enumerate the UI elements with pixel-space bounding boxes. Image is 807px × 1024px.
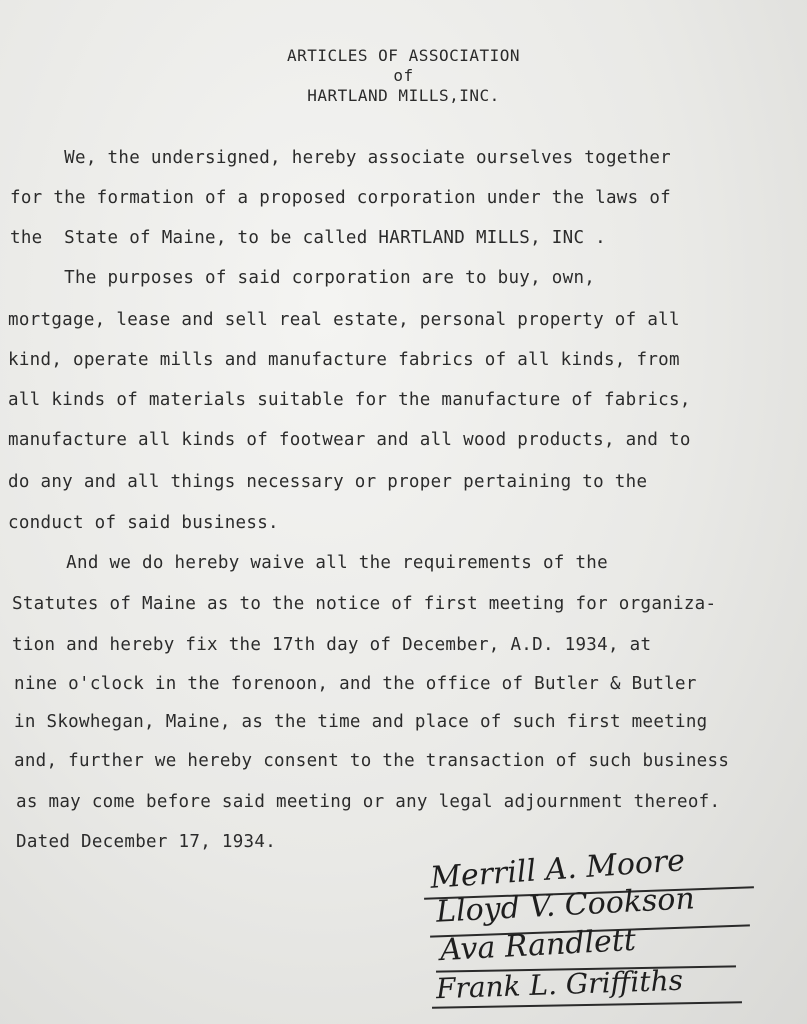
body-line: manufacture all kinds of footwear and all wood products, and to: [8, 430, 691, 450]
company-name-heading: HARTLAND MILLS,INC.: [307, 86, 500, 105]
body-line: for the formation of a proposed corporation under the laws of: [10, 188, 671, 208]
body-line: all kinds of materials suitable for the manufacture of fabrics,: [8, 390, 691, 410]
body-line: in Skowhegan, Maine, as the time and place of such first meeting: [14, 712, 708, 732]
body-line: tion and hereby fix the 17th day of December, A.D. 1934, at: [12, 635, 652, 655]
document-title-of: of: [393, 66, 414, 85]
signature-moore: Merrill A. Moore: [429, 843, 687, 896]
body-line: conduct of said business.: [8, 513, 279, 533]
body-line: Statutes of Maine as to the notice of first meeting for organiza-: [12, 594, 717, 614]
body-line: do any and all things necessary or proper pertaining to the: [8, 472, 648, 492]
body-line: The purposes of said corporation are to buy, own,: [10, 268, 596, 288]
body-line: And we do hereby waive all the requirements of the: [12, 553, 608, 573]
body-line: We, the undersigned, hereby associate ourselves together: [10, 148, 671, 168]
body-line: mortgage, lease and sell real estate, personal property of all: [8, 310, 680, 330]
body-line: and, further we hereby consent to the transaction of such business: [14, 751, 730, 771]
body-line: nine o'clock in the forenoon, and the office of Butler & Butler: [14, 674, 697, 694]
document-title: ARTICLES OF ASSOCIATION: [286, 46, 521, 65]
body-line: as may come before said meeting or any legal adjournment thereof.: [16, 792, 721, 812]
body-line: the State of Maine, to be called HARTLAND MILLS, INC .: [10, 228, 606, 248]
signature-randlett: Ava Randlett: [439, 922, 637, 969]
body-line: kind, operate mills and manufacture fabrics of all kinds, from: [8, 350, 680, 370]
signature-cookson: Lloyd V. Cookson: [435, 881, 696, 930]
dated-line: Dated December 17, 1934.: [16, 832, 277, 852]
signature-griffiths: Frank L. Griffiths: [435, 963, 684, 1006]
